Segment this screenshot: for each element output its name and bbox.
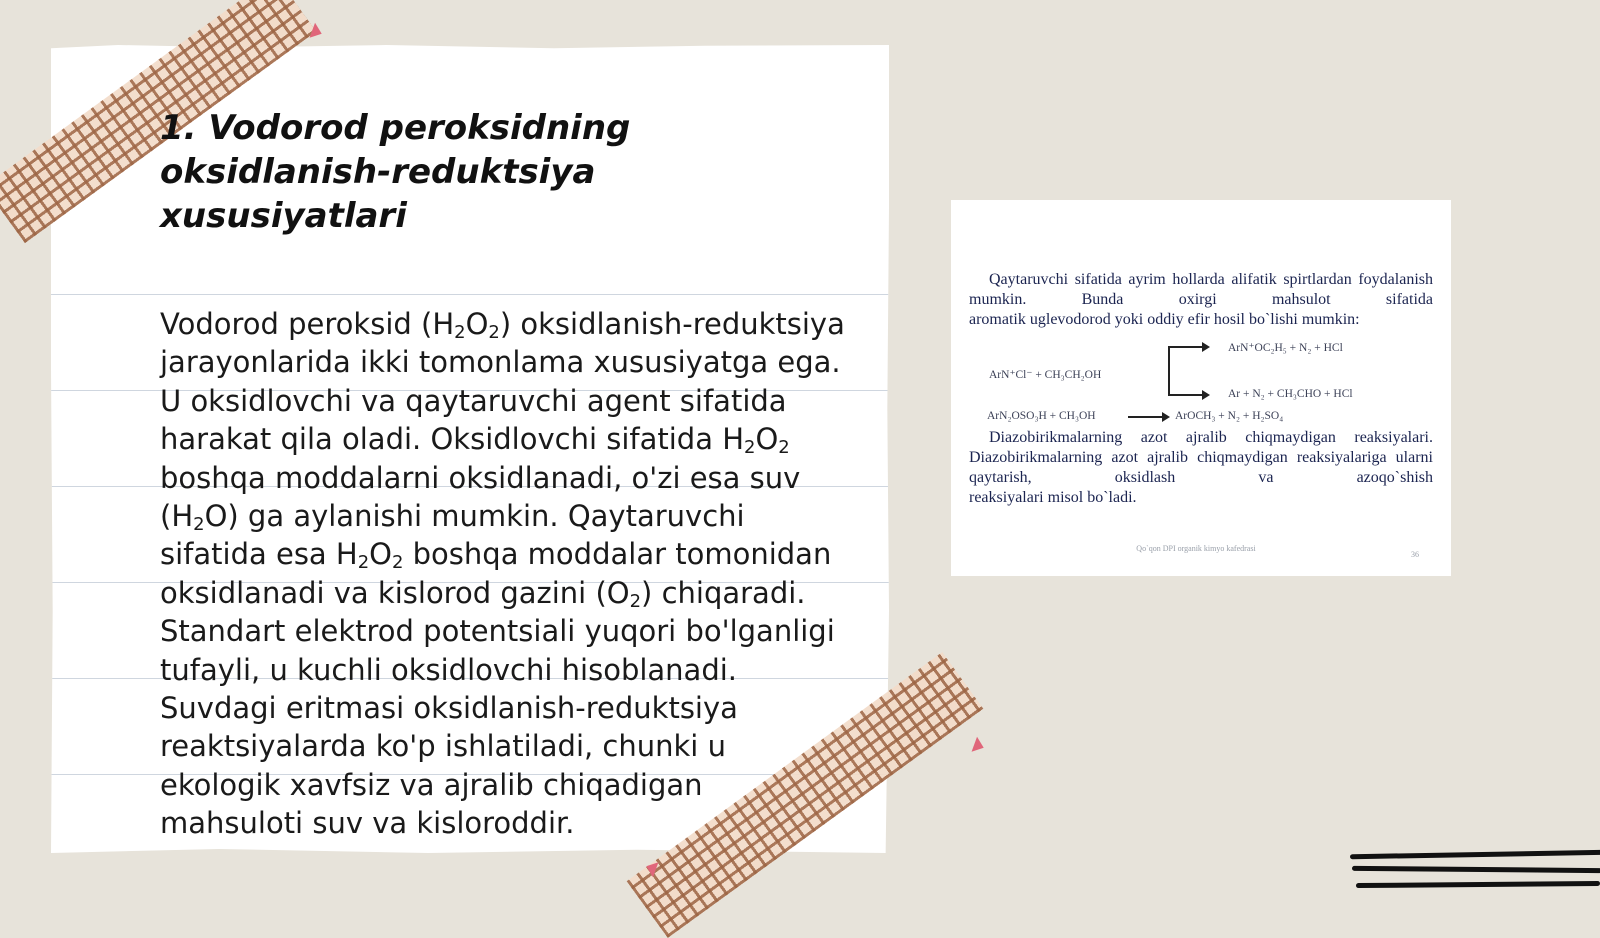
body-text-segment: O	[465, 307, 489, 341]
textbook-excerpt-image	[951, 200, 1451, 576]
reaction-arrow-icon	[1168, 394, 1204, 396]
body-text-segment: ) oksidlanish-reduktsiya jarayonlarida ikki tomonlama xususiyatga ega. U oksidlovchi va qaytaruvchi agent sifatida harakat qila oladi. Oksidlovchi sifatida H	[160, 307, 845, 457]
reaction-arrow-icon	[1168, 346, 1204, 348]
reaction-arrow-icon	[1128, 416, 1164, 418]
body-text-segment: O	[755, 422, 779, 457]
body-text-subscript: 2	[193, 513, 205, 535]
textbook-paragraph-last-line: reaksiyalari misol bo`ladi.	[969, 489, 1137, 506]
reaction-product-bottom: Ar + N₂ + CH₃CHO + HCl	[1228, 388, 1353, 400]
reaction-branch-bracket	[1168, 346, 1170, 396]
textbook-paragraph	[969, 270, 1433, 330]
slide-title: 1. Vodorod peroksidning oksidlanish-reduktsiya xususiyatlari	[160, 108, 631, 236]
textbook-paragraph-text: Qaytaruvchi sifatida ayrim hollarda alifatik spirtlardan foydalanish mumkin. Bunda oxirgi mahsulot sifatida	[969, 271, 1433, 308]
body-text-segment: ) chiqaradi. Standart elektrod potentsiali yuqori bo'lganligi tufayli, u kuchli oksidlovchi hisoblanadi. Suvdagi eritmasi oksidlanish-reduktsiya reaktsiyalarda ko'p ishlatiladi, chunki u ekologik xavfsiz va ajralib chiqadigan mahsuloti suv va kisloroddir.	[160, 575, 835, 841]
body-text-segment: O) ga aylanishi mumkin. Qaytaruvchi sifatida esa H	[160, 499, 745, 572]
body-text-subscript: 2	[744, 437, 756, 459]
body-text-subscript: 2	[488, 321, 500, 343]
body-text-segment: O	[369, 537, 392, 572]
paper-rule-line	[51, 294, 889, 295]
body-text-subscript: 2	[357, 552, 370, 574]
textbook-footer: Qo`qon DPI organik kimyo kafedrasi	[1136, 544, 1256, 553]
body-text-subscript: 2	[778, 437, 790, 459]
reaction-reactants-2: ArN₂OSO₃H + CH₃OH	[987, 410, 1096, 422]
textbook-page-number: 36	[1411, 550, 1419, 559]
body-text-segment: boshqa moddalarni oksidlanadi, o'zi esa suv (H	[160, 460, 801, 534]
body-text-subscript: 2	[391, 552, 404, 574]
textbook-paragraph	[969, 428, 1433, 508]
body-text-segment: Vodorod peroksid (H	[160, 307, 455, 341]
slide-body-text	[160, 305, 850, 843]
reaction-product-top: ArN⁺OC₂H₅ + N₂ + HCl	[1228, 342, 1343, 354]
body-text-segment: boshqa moddalar tomonidan oksidlanadi va kislorod gazini (O	[160, 537, 832, 610]
body-text-subscript: 2	[454, 321, 466, 343]
reaction-reactants: ArN⁺Cl⁻ + CH₃CH₂OH	[989, 369, 1102, 381]
pin-flag-icon	[972, 737, 987, 755]
decorative-stroke	[1350, 850, 1600, 860]
body-text-subscript: 2	[629, 590, 642, 612]
textbook-paragraph-text: Diazobirikmalarning azot ajralib chiqmaydigan reaksiyalari. Diazobirikmalarning azot ajralib chiqmaydigan reaksiyalariga ularni qaytarish, oksidlash va azoqo`shish	[969, 429, 1433, 486]
reaction-products-2: ArOCH₃ + N₂ + H₂SO₄	[1175, 410, 1284, 422]
decorative-stroke	[1352, 866, 1600, 873]
textbook-paragraph-last-line: aromatik uglevodorod yoki oddiy efir hosil bo`lishi mumkin:	[969, 311, 1360, 328]
decorative-stroke	[1356, 881, 1600, 888]
